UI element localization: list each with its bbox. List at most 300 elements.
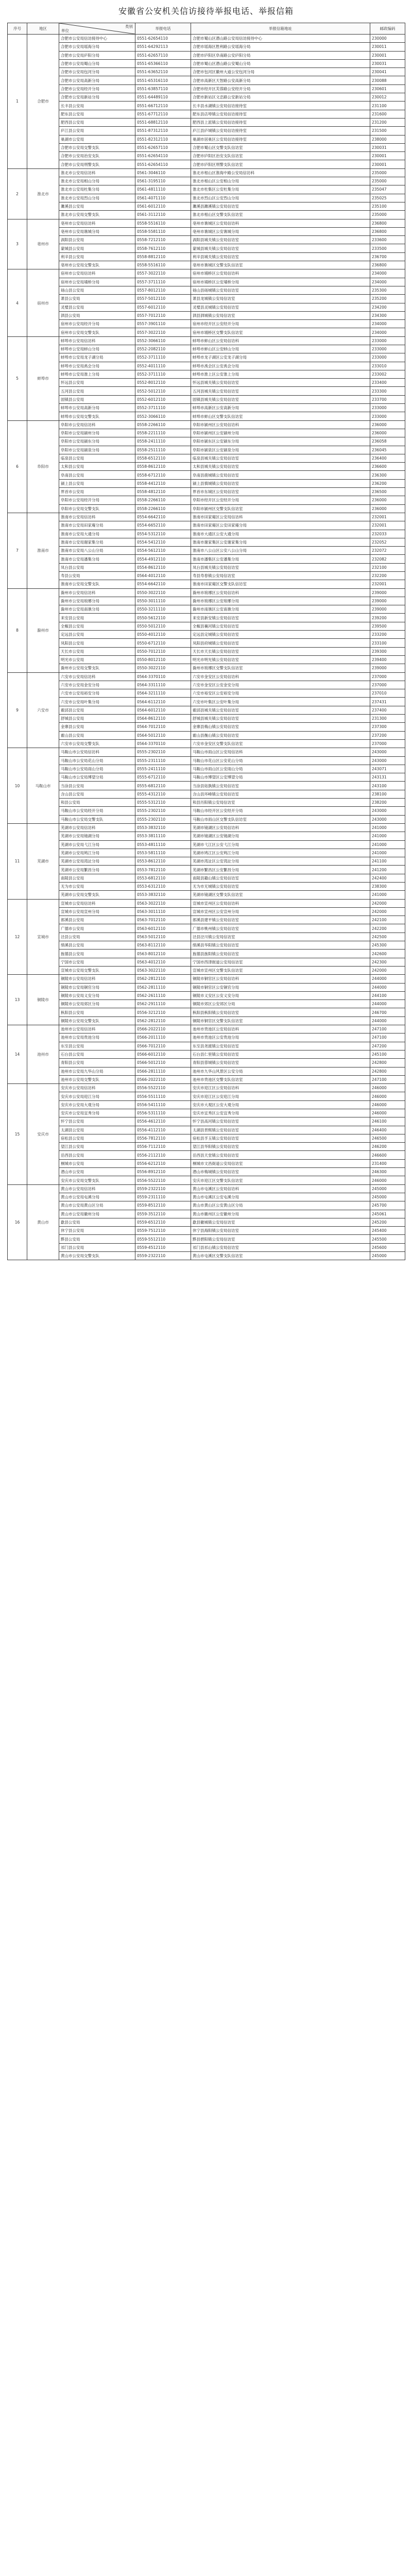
table-row [8,748,405,756]
group-region: 阜阳市 [27,420,59,513]
unit-cell: 铜陵市公安局义安分局 [59,991,135,999]
zip-cell: 236700 [370,252,405,261]
group-seq: 12 [8,899,27,975]
address-cell: 安庆市迎江区公安迎江分局 [191,1092,370,1100]
zip-cell: 239300 [370,647,405,655]
table-row [8,336,405,345]
phone-cell: 0566-5012110 [135,1059,191,1067]
unit-cell: 宣城市公安局交警支队 [59,966,135,974]
table-row [8,286,405,294]
zip-cell: 230001 [370,152,405,160]
zip-cell: 230001 [370,51,405,59]
zip-cell: 238200 [370,799,405,807]
table-row [8,1193,405,1201]
table-row [8,362,405,370]
phone-cell: 0551-66712110 [135,101,191,110]
zip-cell: 241200 [370,866,405,874]
phone-cell: 0556-5311110 [135,1109,191,1117]
address-cell: 宁国市西津街道公安局信访室 [191,958,370,966]
phone-cell: 0555-2411110 [135,765,191,773]
unit-cell: 旌德县公安局 [59,950,135,958]
unit-cell: 望江县公安局 [59,1143,135,1151]
unit-cell: 休宁县公安局 [59,1227,135,1235]
unit-cell: 全椒县公安局 [59,622,135,630]
unit-cell: 宣城市公安局宣州分局 [59,907,135,916]
address-cell: 合肥市蜀山区潜山路公安局信访接待中心 [191,35,370,43]
phone-cell: 0551-62657110 [135,143,191,151]
table-row [8,950,405,958]
group-region: 马鞍山市 [27,748,59,824]
table-row [8,1075,405,1083]
phone-cell: 0558-2211110 [135,429,191,437]
phone-cell: 0563-3022110 [135,899,191,907]
address-cell: 六安市金安区公安局信访科 [191,672,370,681]
unit-cell: 宁国市公安局 [59,958,135,966]
unit-cell: 马鞍山市公安局花山分局 [59,756,135,765]
unit-cell: 池州市公安局九华山分局 [59,1067,135,1075]
table-row [8,202,405,210]
group-region: 宣城市 [27,899,59,975]
phone-cell: 0558-2266110 [135,420,191,429]
phone-cell: 0552-4011110 [135,362,191,370]
zip-cell: 236058 [370,437,405,446]
phone-cell: 0559-5512110 [135,1235,191,1243]
unit-cell: 铜陵市公安局铜官分局 [59,983,135,991]
unit-cell: 霍山县公安局 [59,731,135,739]
zip-cell: 235000 [370,168,405,177]
table-row [8,463,405,471]
unit-cell: 歙县公安局 [59,1218,135,1226]
zip-cell: 236800 [370,227,405,235]
address-cell: 郎溪县建平镇公安局信访室 [191,916,370,924]
address-cell: 含山县环峰镇公安局信访室 [191,790,370,798]
zip-cell: 232001 [370,521,405,530]
phone-cell: 0564-6112110 [135,698,191,706]
unit-cell: 阜阳市公安局颍东分局 [59,437,135,446]
address-cell: 芜湖市弋江区公安弋江分局 [191,840,370,849]
table-row [8,127,405,135]
table-row [8,580,405,588]
address-cell: 潜山市梅城镇公安局信访室 [191,1168,370,1176]
address-cell: 安庆市迎江区交警支队信访室 [191,1176,370,1184]
header-unit [59,23,135,35]
table-row [8,807,405,815]
phone-cell: 0556-5522110 [135,1176,191,1184]
zip-cell: 234000 [370,320,405,328]
zip-cell: 235000 [370,211,405,219]
table-row [8,219,405,227]
phone-cell: 0563-4012110 [135,958,191,966]
unit-cell: 铜陵市公安局信访科 [59,975,135,983]
zip-cell: 233700 [370,395,405,403]
unit-cell: 六安市公安局信访科 [59,672,135,681]
table-row [8,93,405,101]
phone-cell: 0562-2811110 [135,983,191,991]
phone-cell: 0563-7012110 [135,916,191,924]
table-row [8,1042,405,1050]
header-unit-category: 类别 [125,24,133,29]
zip-cell: 239200 [370,614,405,622]
zip-cell: 235000 [370,177,405,185]
table-row [8,916,405,924]
table-row [8,597,405,605]
unit-cell: 颍上县公安局 [59,479,135,487]
unit-cell: 东至县公安局 [59,1042,135,1050]
address-cell: 滁州市琅琊区公安局信访科 [191,588,370,597]
table-row [8,631,405,639]
table-row [8,118,405,126]
address-cell: 淮南市潘集区公安潘集分局 [191,555,370,563]
table-row [8,110,405,118]
unit-cell: 安庆市公安局大观分局 [59,1100,135,1109]
unit-cell: 合肥市公安局信访接待中心 [59,35,135,43]
phone-cell: 0564-3311110 [135,681,191,689]
unit-cell: 霍邱县公安局 [59,706,135,714]
phone-cell: 0556-4112110 [135,1126,191,1134]
address-cell: 无为市无城镇公安局信访室 [191,882,370,890]
unit-cell: 合肥市公安局庐阳分局 [59,51,135,59]
unit-cell: 黄山市公安局徽州分局 [59,1210,135,1218]
zip-cell: 235025 [370,194,405,202]
phone-cell: 0564-4012110 [135,572,191,580]
address-cell: 青阳县蓉城镇公安局信访室 [191,1059,370,1067]
phone-cell: 0552-3066110 [135,412,191,420]
phone-cell: 0555-2302110 [135,748,191,756]
table-row [8,152,405,160]
group-seq: 2 [8,168,27,219]
unit-cell: 阜阳市公安局颍泉分局 [59,446,135,454]
address-cell: 宿州市埇桥区公安局信访科 [191,269,370,278]
address-cell: 灵璧县灵城镇公安局信访室 [191,303,370,311]
unit-cell: 马鞍山市公安局信访科 [59,748,135,756]
phone-cell: 0557-7012110 [135,311,191,319]
address-cell: 淮南市谢家集区公安谢家集分局 [191,538,370,546]
table-row [8,269,405,278]
group-region: 六安市 [27,672,59,748]
address-cell: 马鞍山市雨山区交警支队信访室 [191,815,370,823]
address-cell: 池州市贵池区交警支队信访室 [191,1075,370,1083]
zip-cell: 243100 [370,782,405,790]
unit-cell: 合肥市公安局新站分局 [59,93,135,101]
address-cell: 黄山市徽州区公安徽州分局 [191,1210,370,1218]
phone-cell: 0558-2511110 [135,446,191,454]
unit-cell: 马鞍山市公安局经开分局 [59,807,135,815]
group-seq: 15 [8,1084,27,1185]
phone-cell: 0558-5516110 [135,219,191,227]
zip-cell: 241000 [370,823,405,832]
zip-cell: 234000 [370,328,405,336]
table-row [8,454,405,462]
unit-cell: 绩溪县公安局 [59,941,135,950]
phone-cell: 0559-7512110 [135,1227,191,1235]
table-row [8,496,405,504]
unit-cell: 安庆市公安局交警支队 [59,1176,135,1184]
table-row [8,832,405,840]
table-row [8,614,405,622]
unit-cell: 石台县公安局 [59,1050,135,1058]
address-cell: 桐城市文昌街道公安局信访室 [191,1159,370,1167]
phone-cell: 0556-4612110 [135,1117,191,1126]
zip-cell: 237300 [370,723,405,731]
unit-cell: 马鞍山市公安局博望分局 [59,773,135,782]
unit-cell: 合肥市公安局刑警支队 [59,160,135,168]
unit-cell: 合肥市公安局包河分局 [59,68,135,76]
zip-cell: 231100 [370,101,405,110]
unit-cell: 来安县公安局 [59,614,135,622]
zip-cell: 242200 [370,924,405,933]
zip-cell: 246300 [370,1168,405,1176]
unit-cell: 淮南市公安局交警支队 [59,580,135,588]
unit-cell: 安庆市公安局信访科 [59,1084,135,1092]
zip-cell: 244000 [370,975,405,983]
phone-cell: 0558-6512110 [135,454,191,462]
address-cell: 黟县碧阳镇公安局信访室 [191,1235,370,1243]
zip-cell: 236600 [370,463,405,471]
header-zip: 邮政编码 [370,23,405,35]
address-cell: 石台县仁里镇公安局信访室 [191,1050,370,1058]
phone-cell: 0563-6012110 [135,924,191,933]
zip-cell: 238100 [370,790,405,798]
phone-cell: 0563-3011110 [135,907,191,916]
document-title: 安徽省公安机关信访接待举报电话、举报信箱 [118,6,294,16]
zip-cell: 239000 [370,605,405,614]
address-cell: 蚌埠市蚌山区交警支队信访室 [191,412,370,420]
unit-cell: 蚌埠市公安局信访科 [59,336,135,345]
table-row [8,328,405,336]
phone-cell: 0552-2082110 [135,345,191,353]
address-cell: 滁州市南谯区公安南谯分局 [191,605,370,614]
phone-cell: 0566-2022110 [135,1025,191,1033]
address-cell: 芜湖市鸠江区公安鸠江分局 [191,849,370,857]
unit-cell: 萧县公安局 [59,295,135,303]
unit-cell: 当涂县公安局 [59,782,135,790]
table-row [8,907,405,916]
unit-cell: 芜湖市公安局鸠江分局 [59,849,135,857]
phone-cell: 0564-5012110 [135,731,191,739]
address-cell: 歙县徽城镇公安局信访室 [191,1218,370,1226]
address-cell: 六安市叶集区公安叶集分局 [191,698,370,706]
zip-cell: 236000 [370,429,405,437]
phone-cell: 0558-8612110 [135,463,191,471]
zip-cell: 231200 [370,118,405,126]
group-region: 淮北市 [27,168,59,219]
address-cell: 马鞍山市雨山区公安局信访科 [191,748,370,756]
table-row [8,790,405,798]
phone-cell: 0551-62654110 [135,152,191,160]
unit-cell: 六安市公安局裕安分局 [59,689,135,698]
unit-cell: 滁州市公安局南谯分局 [59,605,135,614]
address-cell: 旌德县旌阳镇公安局信访室 [191,950,370,958]
unit-cell: 滁州市公安局交警支队 [59,664,135,672]
phone-cell: 0551-87312110 [135,127,191,135]
group-region: 蚌埠市 [27,336,59,420]
zip-cell: 243000 [370,748,405,756]
unit-cell: 淮南市公安局八公山分局 [59,547,135,555]
zip-cell: 232033 [370,530,405,538]
table-row [8,1050,405,1058]
table-row [8,404,405,412]
zip-cell: 242000 [370,899,405,907]
address-cell: 巢湖市居巢区公安局信访接待室 [191,135,370,143]
phone-cell: 0551-63652110 [135,68,191,76]
unit-cell: 宿州市公安局埇桥分局 [59,278,135,286]
table-row [8,252,405,261]
address-cell: 六安市金安区公安金安分局 [191,681,370,689]
address-cell: 东至县尧渡镇公安局信访室 [191,1042,370,1050]
zip-cell: 231500 [370,127,405,135]
address-cell: 马鞍山市花山区公安花山分局 [191,756,370,765]
group-seq: 9 [8,672,27,748]
phone-cell: 0559-2322110 [135,1252,191,1260]
phone-cell: 0556-5522110 [135,1084,191,1092]
phone-cell: 0551-65316110 [135,76,191,84]
unit-cell: 淮北市公安局信访科 [59,168,135,177]
phone-cell: 0554-6652110 [135,521,191,530]
zip-cell: 244000 [370,1016,405,1025]
phone-cell: 0552-3711110 [135,370,191,378]
phone-cell: 0556-3212110 [135,1008,191,1016]
unit-cell: 和县公安局 [59,799,135,807]
zip-cell: 246500 [370,1134,405,1142]
phone-cell: 0558-7612110 [135,244,191,252]
zip-cell: 230031 [370,143,405,151]
table-row [8,387,405,395]
zip-cell: 233600 [370,236,405,244]
zip-cell: 233000 [370,353,405,362]
unit-cell: 蚌埠市公安局高新分局 [59,404,135,412]
zip-cell: 232001 [370,513,405,521]
address-cell: 马鞍山市博望区公安博望分局 [191,773,370,782]
unit-cell: 芜湖市公安局湾沚分局 [59,857,135,866]
table-row [8,1067,405,1075]
unit-cell: 天长市公安局 [59,647,135,655]
group-region: 池州市 [27,1025,59,1084]
zip-cell: 233000 [370,412,405,420]
phone-cell: 0559-2311110 [135,1193,191,1201]
group-region: 宿州市 [27,269,59,336]
unit-cell: 蚌埠市公安局禹会分局 [59,362,135,370]
zip-cell: 236000 [370,504,405,513]
table-row [8,168,405,177]
address-cell: 亳州市谯城区交警支队信访室 [191,261,370,269]
phone-cell: 0561-4811110 [135,185,191,194]
unit-cell: 泾县公安局 [59,933,135,941]
phone-cell: 0555-6712110 [135,773,191,782]
zip-cell: 241000 [370,849,405,857]
zip-cell: 235100 [370,202,405,210]
zip-cell: 233300 [370,387,405,395]
table-row [8,395,405,403]
phone-cell: 0564-3370110 [135,672,191,681]
table-row [8,773,405,782]
phone-cell: 0561-3046110 [135,168,191,177]
address-cell: 广德市桃州镇公安局信访室 [191,924,370,933]
unit-cell: 六安市公安局叶集分局 [59,698,135,706]
zip-cell: 247100 [370,1033,405,1042]
phone-cell: 0564-7012110 [135,723,191,731]
zip-cell: 233002 [370,370,405,378]
unit-cell: 凤阳县公安局 [59,639,135,647]
zip-cell: 235047 [370,185,405,194]
table-row [8,1235,405,1243]
table-row [8,1016,405,1025]
unit-cell: 芜湖市公安局繁昌分局 [59,866,135,874]
phone-cell: 0556-7812110 [135,1134,191,1142]
address-cell: 六安市金安区交警支队信访室 [191,739,370,748]
table-row [8,504,405,513]
unit-cell: 蚌埠市公安局龙子湖分局 [59,353,135,362]
address-cell: 淮南市田家庵区公安田家庵分局 [191,521,370,530]
zip-cell: 246400 [370,1126,405,1134]
group-region: 黄山市 [27,1184,59,1260]
phone-cell: 0557-3022110 [135,328,191,336]
unit-cell: 合肥市公安局治安支队 [59,152,135,160]
address-cell: 淮北市相山区淮海中路公安局信访科 [191,168,370,177]
unit-cell: 合肥市公安局蜀山分局 [59,59,135,67]
unit-cell: 广德市公安局 [59,924,135,933]
address-cell: 合肥市新站区文忠路公安新站分局 [191,93,370,101]
zip-cell: 233000 [370,336,405,345]
phone-cell: 0550-7012110 [135,647,191,655]
address-cell: 铜陵市铜官区交警支队信访室 [191,1016,370,1025]
table-row [8,303,405,311]
zip-cell: 234000 [370,278,405,286]
table-row [8,605,405,614]
address-cell: 砀山县砀城镇公安局信访室 [191,286,370,294]
zip-cell: 230011 [370,43,405,51]
table-row [8,177,405,185]
address-cell: 长丰县水湖镇公安局信访接待室 [191,101,370,110]
table-row [8,345,405,353]
phone-cell: 0557-5012110 [135,295,191,303]
address-cell: 涡阳县城关镇公安局信访室 [191,236,370,244]
unit-cell: 蚌埠市公安局蚌山分局 [59,345,135,353]
zip-cell: 246000 [370,1176,405,1184]
phone-cell: 0563-8012110 [135,950,191,958]
zip-cell: 242800 [370,1067,405,1075]
zip-cell: 234300 [370,311,405,319]
phone-cell: 0553-8612110 [135,857,191,866]
unit-cell: 太和县公安局 [59,463,135,471]
unit-cell: 池州市公安局信访科 [59,1025,135,1033]
address-cell: 宿州市经开区公安经开分局 [191,320,370,328]
address-cell: 池州市九华山风景区公安分局 [191,1067,370,1075]
address-cell: 泗县泗城镇公安局信访室 [191,311,370,319]
table-row [8,933,405,941]
zip-cell: 233010 [370,362,405,370]
address-cell: 绩溪县华阳镇公安局信访室 [191,941,370,950]
zip-cell: 245600 [370,1243,405,1251]
table-row [8,1100,405,1109]
phone-cell: 0558-2266110 [135,496,191,504]
address-cell: 池州市贵池区公安局信访科 [191,1025,370,1033]
group-seq: 4 [8,269,27,336]
unit-cell: 黄山市公安局信访科 [59,1184,135,1193]
address-cell: 宿松县孚玉镇公安局信访室 [191,1134,370,1142]
table-row [8,857,405,866]
table-row [8,866,405,874]
zip-cell: 232052 [370,538,405,546]
address-cell: 黄山市黄山区公安黄山区分局 [191,1201,370,1210]
table-row [8,211,405,219]
address-cell: 合肥市经开区芙蓉路公安经开分局 [191,84,370,93]
phone-cell: 0554-4912110 [135,555,191,563]
group-seq: 7 [8,513,27,588]
table-row [8,295,405,303]
zip-cell: 235200 [370,295,405,303]
unit-cell: 怀远县公安局 [59,379,135,387]
table-row [8,698,405,706]
